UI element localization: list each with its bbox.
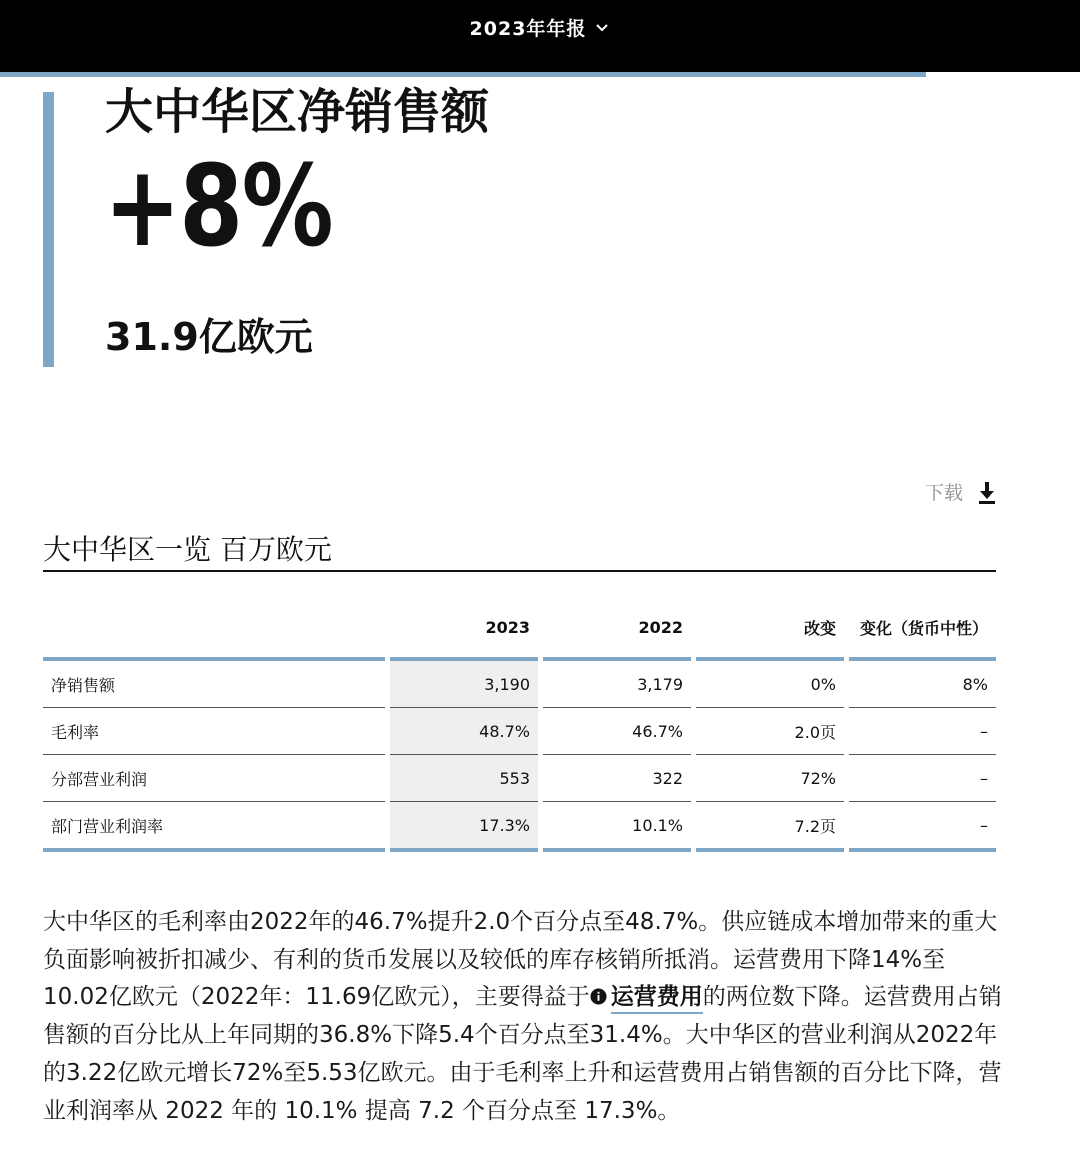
cell-2023: 48.7%	[390, 708, 538, 755]
table-header-change: 改变	[696, 605, 844, 661]
top-bar	[0, 0, 1080, 72]
operating-expenses-link[interactable]: 运营费用	[611, 984, 703, 1014]
body-paragraph	[43, 904, 1003, 1130]
cell-currency-neutral: –	[849, 708, 996, 755]
hero-amount: 31.9亿欧元	[105, 315, 313, 359]
report-title: 2023年年报	[469, 18, 587, 40]
download-label: 下载	[925, 482, 964, 504]
paragraph-text-before: 大中华区的毛利率由2022年的46.7%提升2.0个百分点至48.7%。供应链成本增加带来的重大负面影响被折扣减少、有利的货币发展以及较低的库存核销所抵消。运营费用下降14%至10.02亿欧元（2022年：11.69亿欧元），主要得益于	[43, 909, 998, 1011]
info-icon[interactable]	[590, 988, 607, 1005]
cell-2023: 17.3%	[390, 802, 538, 852]
row-label: 净销售额	[43, 661, 385, 708]
cell-2022: 10.1%	[543, 802, 691, 852]
table-row	[43, 708, 996, 755]
report-menu-toggle[interactable]	[470, 14, 611, 41]
chevron-down-icon	[594, 20, 610, 36]
hero-accent-bar	[43, 92, 54, 367]
table-header-2023: 2023	[390, 605, 538, 661]
table-row	[43, 661, 996, 708]
cell-currency-neutral: –	[849, 802, 996, 852]
table-header-2022: 2022	[543, 605, 691, 661]
hero-heading: 大中华区净销售额	[105, 84, 490, 140]
hero-percentage: +8%	[104, 142, 332, 272]
section-title: 大中华区一览 百万欧元	[43, 533, 332, 566]
row-label: 部门营业利润率	[43, 802, 385, 852]
table-header-currency-neutral: 变化（货币中性）	[849, 605, 996, 661]
row-label: 分部营业利润	[43, 755, 385, 802]
cell-2022: 3,179	[543, 661, 691, 708]
reading-progress-bar	[0, 72, 926, 77]
cell-change: 7.2页	[696, 802, 844, 852]
cell-2022: 46.7%	[543, 708, 691, 755]
cell-change: 72%	[696, 755, 844, 802]
cell-2022: 322	[543, 755, 691, 802]
section-divider	[43, 570, 996, 572]
table-header-row	[43, 605, 996, 661]
overview-table	[43, 605, 996, 852]
row-label: 毛利率	[43, 708, 385, 755]
paragraph-text-after: 的两位数下降。运营费用占销售额的百分比从上年同期的36.8%下降5.4个百分点至31.4%。大中华区的营业利润从2022年的3.22亿欧元增长72%至5.53亿欧元。由于毛利率上升和运营费用占销售额的百分比下降，营业利润率从 2022 年的 10.1% 提高 7.2 个百分点至 17.3%。	[43, 984, 1002, 1124]
download-button[interactable]	[925, 478, 997, 505]
cell-2023: 3,190	[390, 661, 538, 708]
table-row	[43, 755, 996, 802]
cell-2023: 553	[390, 755, 538, 802]
cell-currency-neutral: –	[849, 755, 996, 802]
table-header-label	[43, 605, 385, 661]
cell-currency-neutral: 8%	[849, 661, 996, 708]
cell-change: 0%	[696, 661, 844, 708]
table-row	[43, 802, 996, 852]
cell-change: 2.0页	[696, 708, 844, 755]
download-icon	[977, 480, 997, 504]
